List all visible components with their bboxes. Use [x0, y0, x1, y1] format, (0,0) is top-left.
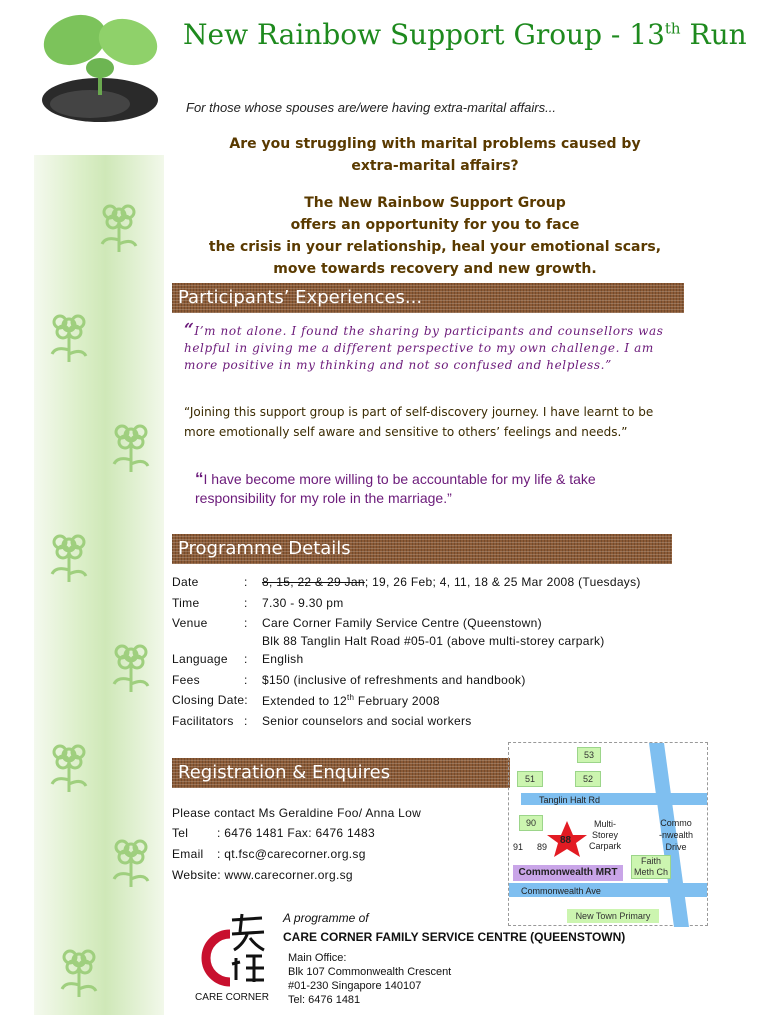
map-block: 53: [577, 747, 601, 763]
testimonial-quote: “I’m not alone. I found the sharing by participants and counsellors was helpful in giving me a different perspective to my own challenge. I am more positive in my thinking and not so confused and helpless.”: [184, 320, 664, 372]
flower-icon: [54, 945, 104, 1000]
programme-heading: Programme Details: [172, 534, 672, 564]
map-mrt-station: Commonwealth MRT: [513, 865, 623, 881]
map-church: Faith Meth Ch: [631, 855, 671, 879]
care-corner-logo: [192, 912, 272, 1004]
registration-heading: Registration & Enquires: [172, 758, 510, 788]
map-road-label: Commo -nwealth Drive: [659, 818, 694, 852]
map-block: 89: [537, 842, 548, 852]
programme-of-label: A programme of: [283, 911, 369, 925]
flower-icon: [94, 200, 144, 255]
testimonial-quote: “I have become more willing to be accountable for my life & take responsibility for my role in the marriage.”: [195, 469, 596, 506]
map-block-88: 88: [560, 835, 572, 846]
flower-icon: [44, 740, 94, 795]
logo-text: CARE CORNER: [195, 992, 269, 1003]
flower-icon: [44, 530, 94, 585]
intro-description: The New Rainbow Support Group offers an opportunity for you to face the crisis in your relationship, heal your emotional scars, move towards recovery and new growth.: [208, 195, 662, 277]
map-block: 90: [519, 815, 543, 831]
map-block: 51: [517, 771, 543, 787]
map-road-label: Tanglin Halt Rd: [539, 795, 601, 805]
contact-email: Email : qt.fsc@carecorner.org.sg: [172, 847, 366, 861]
experiences-heading: Participants’ Experiences...: [172, 283, 684, 313]
map-carpark-label: Multi- Storey Carpark: [589, 819, 622, 851]
map-school: New Town Primary: [567, 909, 659, 923]
organization-name: CARE CORNER FAMILY SERVICE CENTRE (QUEENSTOWN): [283, 930, 626, 944]
flower-icon: [106, 420, 156, 475]
flower-icon: [106, 640, 156, 695]
contact-persons: Please contact Ms Geraldine Foo/ Anna Low: [172, 806, 422, 820]
map-block: 52: [575, 771, 601, 787]
testimonial-quote: “Joining this support group is part of self-discovery journey. I have learnt to be more emotionally self aware and sensitive to others’ feelings and needs.”: [184, 405, 654, 439]
map-block: 91: [513, 842, 524, 852]
location-map: [508, 742, 708, 926]
decorative-sidebar: [34, 155, 164, 1015]
contact-phone: Tel : 6476 1481 Fax: 6476 1483: [172, 826, 375, 840]
tagline: For those whose spouses are/were having extra-marital affairs...: [186, 100, 556, 115]
flower-icon: [44, 310, 94, 365]
contact-website: Website: www.carecorner.org.sg: [172, 868, 353, 882]
main-office-address: Main Office: Blk 107 Commonwealth Crescent #01-230 Singapore 140107 Tel: 6476 1481: [288, 952, 452, 1006]
intro-question: Are you struggling with marital problems caused by extra-marital affairs?: [229, 136, 641, 174]
page-title: New Rainbow Support Group - 13th Run: [183, 18, 747, 51]
flower-icon: [106, 835, 156, 890]
seedling-image: [30, 0, 170, 125]
map-road-label: Commonwealth Ave: [521, 886, 601, 896]
